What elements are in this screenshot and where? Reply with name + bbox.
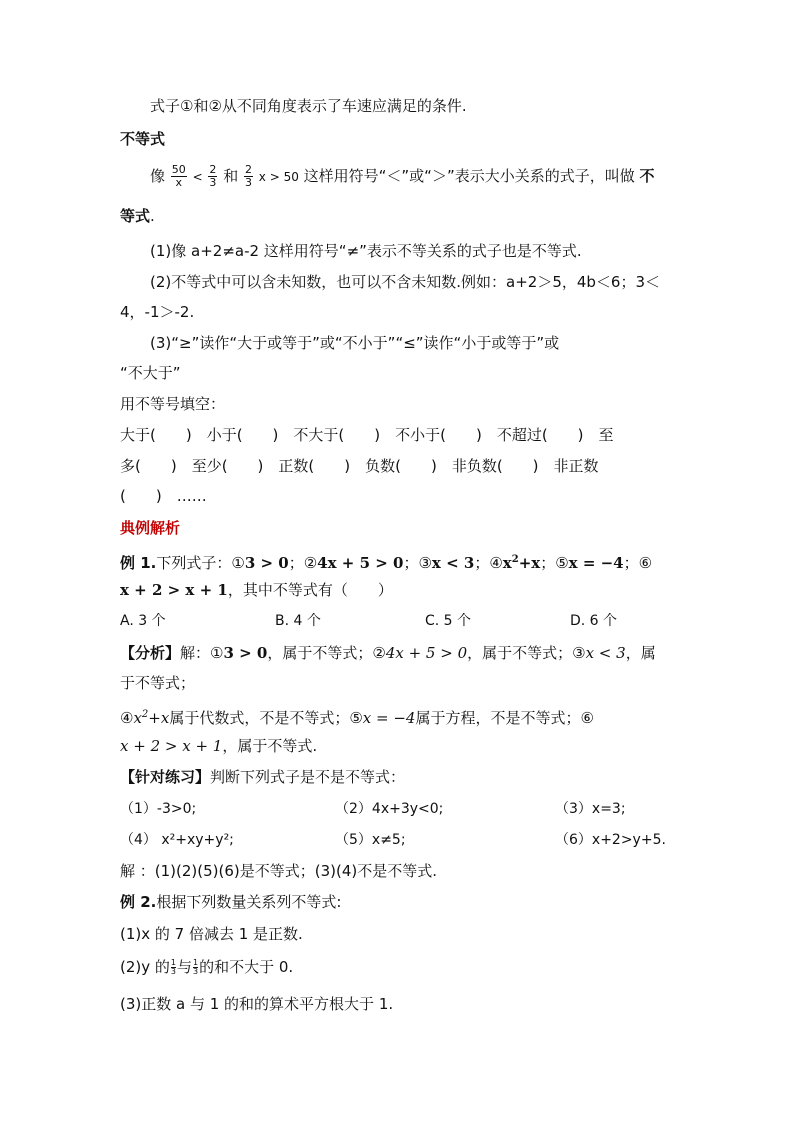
analysis-line-4: x + 2 > x + 1，属于不等式. (120, 737, 318, 755)
practice-item-5: （5）x≠5; (335, 832, 406, 848)
fraction-2-3: $\frac{2}{3}$ (209, 163, 217, 189)
fill-title: 用不等号填空： (120, 395, 226, 413)
practice-item-3: （3）x=3; (555, 801, 626, 817)
note-2-cont: 4，-1＞-2. (120, 303, 195, 321)
example-2-q2: (2)y 的 $\frac{1}{3}$与 $\frac{1}{3}$的和不大于 0. (120, 958, 294, 976)
definition-cont: 等式. (120, 207, 155, 225)
practice-heading: 【针对练习】判断下列式子是不是不等式： (120, 768, 406, 786)
choice-c: C. 5 个 (425, 613, 472, 629)
fraction-2-3-b: $\frac{2}{3}$ (245, 163, 252, 189)
practice-item-1: （1）-3>0; (120, 801, 197, 817)
note-2: (2)不等式中可以含未知数，也可以不含未知数.例如：a+2＞5，4b＜6；3＜ (150, 273, 661, 291)
example-2-q3: (3)正数 a 与 1 的和的算术平方根大于 1. (120, 995, 394, 1013)
heading-inequality: 不等式 (120, 130, 166, 148)
practice-item-2: （2）4x+3y<0; (335, 801, 444, 817)
practice-item-6: （6）x+2>y+5. (555, 832, 666, 848)
fraction-50-x: $\frac{50}{x}$ (171, 163, 186, 189)
fill-line-2: 多( ) 至少( ) 正数( ) 负数( ) 非负数( ) 非正数 (120, 457, 599, 475)
fraction-1-3-b: $\frac{1}{3}$ (193, 958, 199, 976)
note-3-cont: “不大于” (120, 364, 181, 382)
note-1: (1)像 a+2≠a-2 这样用符号“≠”表示不等关系的式子也是不等式. (150, 242, 582, 260)
definition-line: 像 $\frac{50}{x}$ < $\frac{2}{3}$ 和 $\frac{2}{3}$ x > 50 这样用符号“＜”或“＞”表示大小关系的式子，叫做 不 (150, 163, 655, 189)
intro-line: 式子①和②从不同角度表示了车速应满足的条件. (150, 97, 467, 115)
analysis-line-3: $④x^2+x$属于代数式，不是不等式；⑤x = −4属于方程，不是不等式；⑥ (120, 709, 594, 727)
analysis-line-1: 【分析】解：①3 > 0，属于不等式；②4x + 5 > 0，属于不等式；③x < 3，属 (120, 644, 656, 662)
choice-b: B. 4 个 (275, 613, 321, 629)
example-1-line-1: 例 1.下列式子：①3 > 0；②4x + 5 > 0；③x < 3；$④x^2+x$；⑤x = −4；⑥ (120, 554, 653, 572)
example-2-heading: 例 2.根据下列数量关系列不等式: (120, 893, 342, 911)
fraction-1-3: $\frac{1}{3}$ (170, 958, 176, 976)
choice-a: A. 3 个 (120, 613, 166, 629)
example-2-q1: (1)x 的 7 倍减去 1 是正数. (120, 925, 303, 943)
example-1-line-2: x + 2 > x + 1，其中不等式有（ ） (120, 581, 393, 599)
heading-examples: 典例解析 (120, 519, 181, 537)
practice-answer: 解 ：(1)(2)(5)(6)是不等式；(3)(4)不是不等式. (120, 862, 438, 880)
fill-line-1: 大于( ) 小于( ) 不大于( ) 不小于( ) 不超过( ) 至 (120, 426, 614, 444)
analysis-line-2: 于不等式； (120, 674, 196, 692)
practice-item-4: （4） x²+xy+y²; (120, 832, 234, 848)
note-3: (3)“≥”读作“大于或等于”或“不小于”“≤”读作“小于或等于”或 (150, 334, 560, 352)
choice-d: D. 6 个 (570, 613, 618, 629)
fill-line-3: ( ) …… (120, 487, 207, 505)
